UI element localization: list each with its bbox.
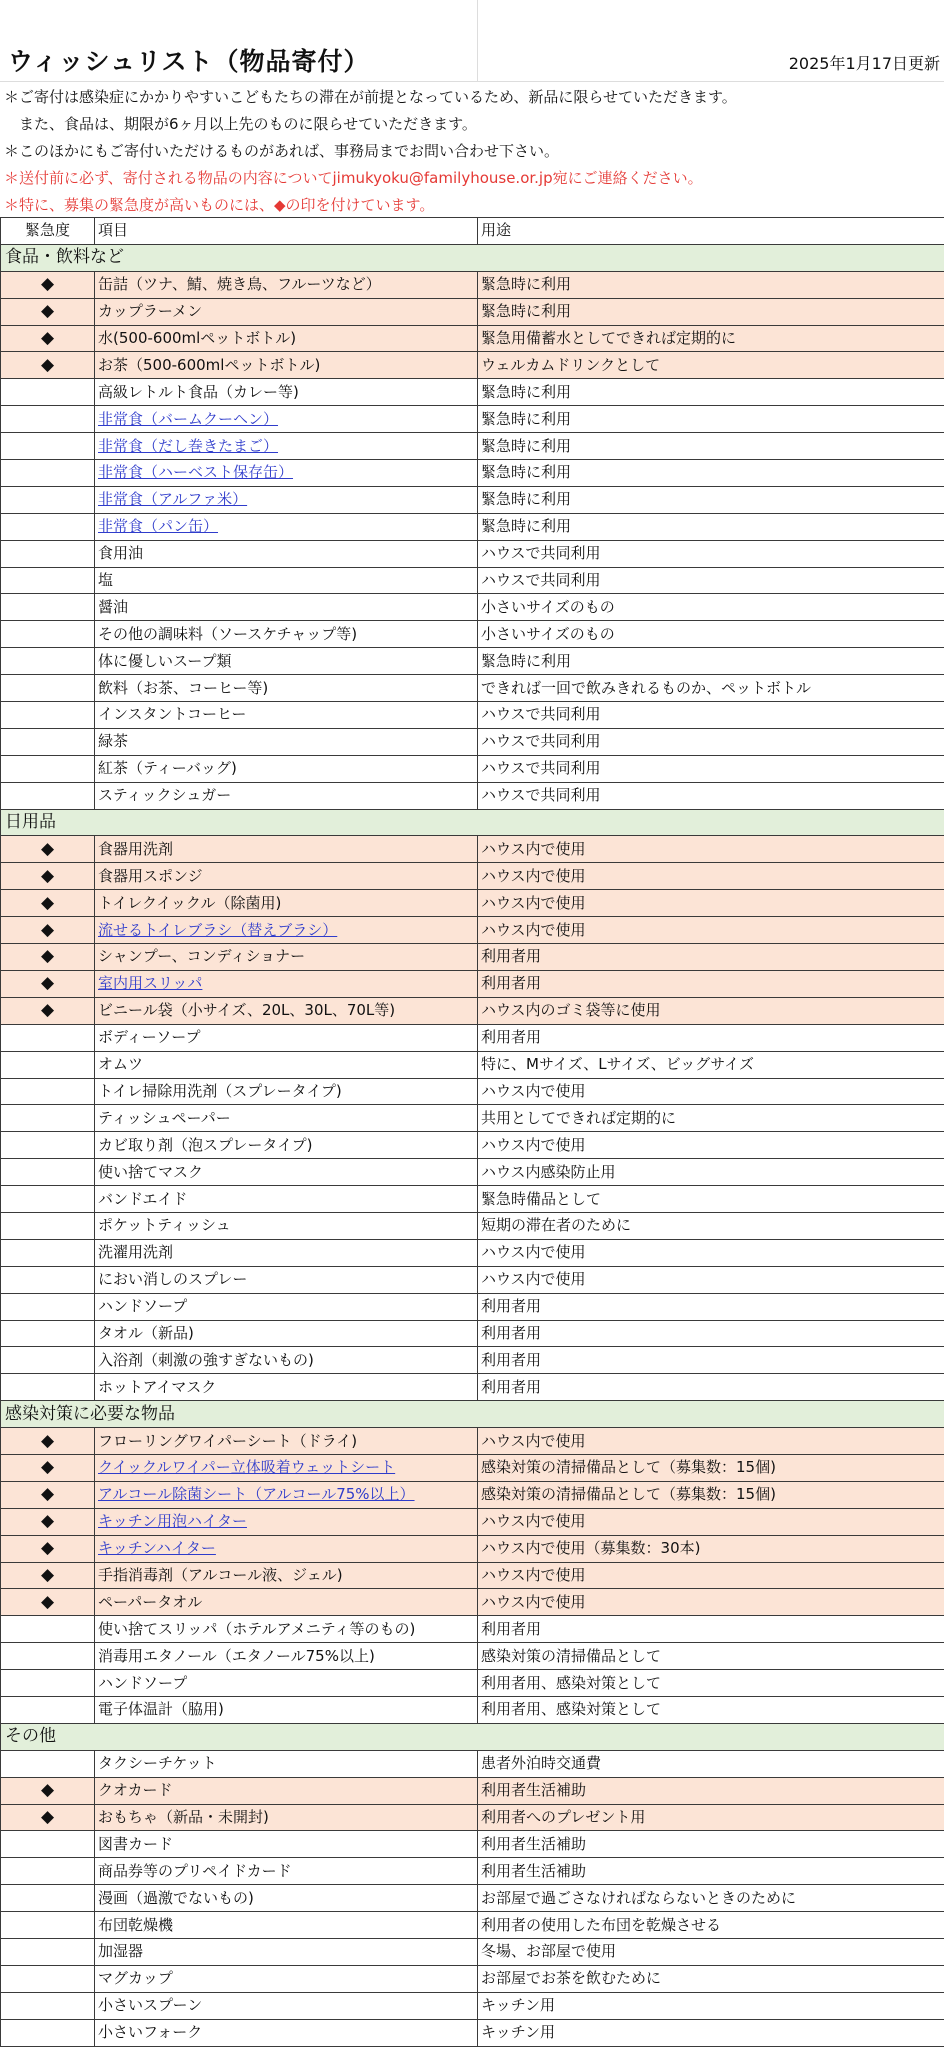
table-row (1, 2019, 944, 2046)
table-row (1, 298, 944, 325)
usage-cell: 緊急時に利用 (478, 648, 944, 675)
usage-cell: 利用者生活補助 (478, 1858, 944, 1885)
usage-cell: ハウス内のゴミ袋等に使用 (478, 997, 944, 1024)
item-cell: ハンドソープ (95, 1670, 478, 1697)
usage-cell: ハウス内で使用 (478, 1589, 944, 1616)
table-row (1, 1885, 944, 1912)
item-cell: 漫画（過激でないもの) (95, 1885, 478, 1912)
usage-cell: お部屋で過ごさなければならないときのために (478, 1885, 944, 1912)
item-cell: 消毒用エタノール（エタノール75%以上) (95, 1643, 478, 1670)
usage-cell: 利用者の使用した布団を乾燥させる (478, 1912, 944, 1939)
usage-cell: ハウス内で使用 (478, 1132, 944, 1159)
usage-cell: 感染対策の清掃備品として (478, 1643, 944, 1670)
usage-cell: 利用者生活補助 (478, 1777, 944, 1804)
urgency-cell (1, 1992, 95, 2019)
item-cell: 缶詰（ツナ、鯖、焼き鳥、フルーツなど） (95, 271, 478, 298)
table-row (1, 1024, 944, 1051)
table-row (1, 1454, 944, 1481)
urgency-cell (1, 1831, 95, 1858)
usage-cell: 緊急時に利用 (478, 406, 944, 433)
item-cell (95, 1535, 478, 1562)
urgency-mark: ◆ (1, 917, 95, 944)
sheet-header (0, 0, 944, 82)
table-row (1, 406, 944, 433)
table-row (1, 1320, 944, 1347)
urgency-cell (1, 1885, 95, 1912)
usage-cell: 利用者用 (478, 1293, 944, 1320)
table-row (1, 352, 944, 379)
item-cell: 食器用洗剤 (95, 836, 478, 863)
usage-cell: 利用者用 (478, 1347, 944, 1374)
urgency-cell (1, 1239, 95, 1266)
item-link[interactable]: 室内用スリッパ (98, 974, 202, 992)
item-link[interactable]: キッチンハイター (98, 1539, 216, 1557)
item-cell (95, 1481, 478, 1508)
item-cell: フローリングワイパーシート（ドライ) (95, 1428, 478, 1455)
usage-cell: ハウス内で使用 (478, 1266, 944, 1293)
table-row (1, 675, 944, 702)
urgency-mark: ◆ (1, 863, 95, 890)
table-row (1, 460, 944, 487)
urgency-cell (1, 1696, 95, 1723)
usage-cell: ハウスで共同利用 (478, 782, 944, 809)
urgency-cell (1, 1293, 95, 1320)
urgency-cell (1, 2019, 95, 2046)
item-link[interactable]: アルコール除菌シート（アルコール75%以上） (98, 1485, 415, 1503)
urgency-mark: ◆ (1, 298, 95, 325)
urgency-mark: ◆ (1, 1589, 95, 1616)
item-cell (95, 1508, 478, 1535)
urgency-cell (1, 728, 95, 755)
note-line: ＊このほかにもご寄付いただけるものがあれば、事務局までお問い合わせ下さい。 (0, 138, 944, 165)
urgency-cell (1, 1750, 95, 1777)
item-cell: ペーパータオル (95, 1589, 478, 1616)
page-title: ウィッシュリスト（物品寄付） (8, 42, 370, 78)
table-row (1, 863, 944, 890)
table-row (1, 1212, 944, 1239)
table-row (1, 621, 944, 648)
usage-cell: ハウス内で使用 (478, 1078, 944, 1105)
urgency-cell (1, 1939, 95, 1966)
usage-cell: ハウス内で使用 (478, 890, 944, 917)
urgency-cell (1, 433, 95, 460)
gridline (477, 0, 478, 81)
usage-cell: お部屋でお茶を飲むために (478, 1965, 944, 1992)
category-row (1, 1723, 944, 1750)
urgency-cell (1, 1858, 95, 1885)
category-name: その他 (1, 1723, 944, 1750)
item-cell: ホットアイマスク (95, 1374, 478, 1401)
urgency-cell (1, 1051, 95, 1078)
item-cell: 高級レトルト食品（カレー等) (95, 379, 478, 406)
category-name: 日用品 (1, 809, 944, 836)
usage-cell: 短期の滞在者のために (478, 1212, 944, 1239)
table-row (1, 1508, 944, 1535)
urgency-cell (1, 1965, 95, 1992)
urgency-cell (1, 675, 95, 702)
table-row (1, 1535, 944, 1562)
table-row (1, 702, 944, 729)
table-row (1, 917, 944, 944)
urgency-cell (1, 406, 95, 433)
note-line: ＊特に、募集の緊急度が高いものには、◆の印を付けています。 (0, 192, 944, 219)
urgency-cell (1, 782, 95, 809)
usage-cell: 緊急時に利用 (478, 433, 944, 460)
item-cell: 紅茶（ティーバッグ) (95, 755, 478, 782)
item-cell: ボディーソープ (95, 1024, 478, 1051)
urgency-cell (1, 1374, 95, 1401)
urgency-cell (1, 460, 95, 487)
item-cell: 醤油 (95, 594, 478, 621)
urgency-cell (1, 513, 95, 540)
urgency-mark: ◆ (1, 1481, 95, 1508)
table-row (1, 1696, 944, 1723)
usage-cell: 利用者用 (478, 1616, 944, 1643)
item-cell: トイレクイックル（除菌用) (95, 890, 478, 917)
item-cell: タクシーチケット (95, 1750, 478, 1777)
column-header-usage: 用途 (478, 218, 944, 245)
urgency-cell (1, 648, 95, 675)
item-cell (95, 486, 478, 513)
usage-cell: 利用者用、感染対策として (478, 1670, 944, 1697)
usage-cell: 利用者用 (478, 1024, 944, 1051)
usage-cell: 緊急時に利用 (478, 271, 944, 298)
item-cell: 加湿器 (95, 1939, 478, 1966)
item-cell: 商品券等のプリペイドカード (95, 1858, 478, 1885)
column-header-item: 項目 (95, 218, 478, 245)
usage-cell: 緊急時に利用 (478, 460, 944, 487)
urgency-mark: ◆ (1, 944, 95, 971)
item-cell: 使い捨てマスク (95, 1159, 478, 1186)
table-row (1, 1589, 944, 1616)
item-cell: におい消しのスプレー (95, 1266, 478, 1293)
table-row (1, 379, 944, 406)
table-row (1, 433, 944, 460)
urgency-cell (1, 1078, 95, 1105)
urgency-cell (1, 1266, 95, 1293)
table-row (1, 782, 944, 809)
item-link[interactable]: クイックルワイパー立体吸着ウェットシート (98, 1458, 395, 1476)
table-row (1, 1750, 944, 1777)
table-row (1, 325, 944, 352)
item-cell: マグカップ (95, 1965, 478, 1992)
usage-cell: 利用者生活補助 (478, 1831, 944, 1858)
table-row (1, 1643, 944, 1670)
urgency-mark: ◆ (1, 1454, 95, 1481)
usage-cell: ハウスで共同利用 (478, 728, 944, 755)
usage-cell: ハウス内感染防止用 (478, 1159, 944, 1186)
item-cell: お茶（500-600mlペットボトル) (95, 352, 478, 379)
item-cell: 小さいスプーン (95, 1992, 478, 2019)
item-cell: トイレ掃除用洗剤（スプレータイプ) (95, 1078, 478, 1105)
item-cell: 小さいフォーク (95, 2019, 478, 2046)
usage-cell: 利用者用、感染対策として (478, 1696, 944, 1723)
item-link[interactable]: 非常食（バームクーヘン） (98, 410, 278, 428)
table-row (1, 594, 944, 621)
usage-cell: 利用者用 (478, 944, 944, 971)
usage-cell: ハウスで共同利用 (478, 755, 944, 782)
item-cell (95, 1454, 478, 1481)
category-row (1, 244, 944, 271)
item-cell: 布団乾燥機 (95, 1912, 478, 1939)
usage-cell: 特に、Mサイズ、Lサイズ、ビッグサイズ (478, 1051, 944, 1078)
usage-cell: ウェルカムドリンクとして (478, 352, 944, 379)
item-cell: おもちゃ（新品・未開封) (95, 1804, 478, 1831)
table-row (1, 513, 944, 540)
usage-cell: 患者外泊時交通費 (478, 1750, 944, 1777)
table-row (1, 271, 944, 298)
item-cell: 体に優しいスープ類 (95, 648, 478, 675)
updated-date: 2025年1月17日更新 (789, 51, 940, 74)
urgency-mark: ◆ (1, 352, 95, 379)
table-row (1, 1831, 944, 1858)
usage-cell: ハウス内で使用 (478, 1428, 944, 1455)
usage-cell: 利用者用 (478, 970, 944, 997)
usage-cell: 緊急時備品として (478, 1186, 944, 1213)
usage-cell: ハウス内で使用 (478, 917, 944, 944)
urgency-cell (1, 1212, 95, 1239)
usage-cell: ハウス内で使用（募集数：30本) (478, 1535, 944, 1562)
table-row (1, 997, 944, 1024)
urgency-cell (1, 540, 95, 567)
urgency-cell (1, 621, 95, 648)
urgency-cell (1, 1670, 95, 1697)
usage-cell: 利用者用 (478, 1374, 944, 1401)
urgency-mark: ◆ (1, 271, 95, 298)
table-row (1, 755, 944, 782)
table-row (1, 1670, 944, 1697)
category-name: 感染対策に必要な物品 (1, 1401, 944, 1428)
table-row (1, 970, 944, 997)
usage-cell: ハウスで共同利用 (478, 702, 944, 729)
item-cell: カビ取り剤（泡スプレータイプ) (95, 1132, 478, 1159)
table-row (1, 1428, 944, 1455)
usage-cell: ハウス内で使用 (478, 1562, 944, 1589)
category-row (1, 809, 944, 836)
notes-section (0, 82, 944, 217)
table-row (1, 1562, 944, 1589)
urgency-cell (1, 1186, 95, 1213)
item-cell: クオカード (95, 1777, 478, 1804)
item-cell (95, 513, 478, 540)
urgency-cell (1, 379, 95, 406)
urgency-cell (1, 1320, 95, 1347)
note-line: また、食品は、期限が6ヶ月以上先のものに限らせていただきます。 (0, 111, 944, 138)
item-cell: オムツ (95, 1051, 478, 1078)
item-cell: 図書カード (95, 1831, 478, 1858)
table-row (1, 486, 944, 513)
usage-cell: 冬場、お部屋で使用 (478, 1939, 944, 1966)
item-link[interactable]: 流せるトイレブラシ（替えブラシ） (98, 921, 337, 939)
category-row (1, 1401, 944, 1428)
table-row (1, 890, 944, 917)
usage-cell: ハウスで共同利用 (478, 540, 944, 567)
wishlist-table (0, 217, 944, 2047)
urgency-cell (1, 1643, 95, 1670)
urgency-cell (1, 1132, 95, 1159)
item-cell: 塩 (95, 567, 478, 594)
item-cell: ポケットティッシュ (95, 1212, 478, 1239)
item-link[interactable]: 非常食（アルファ米） (98, 490, 247, 508)
column-header-urgency: 緊急度 (1, 218, 95, 245)
table-row (1, 1992, 944, 2019)
table-header-row (1, 218, 944, 245)
item-link[interactable]: 非常食（だし巻きたまご） (98, 437, 278, 455)
usage-cell: ハウス内で使用 (478, 1239, 944, 1266)
usage-cell: ハウスで共同利用 (478, 567, 944, 594)
item-cell (95, 433, 478, 460)
table-row (1, 1965, 944, 1992)
item-cell: 手指消毒剤（アルコール液、ジェル) (95, 1562, 478, 1589)
item-cell: ビニール袋（小サイズ、20L、30L、70L等) (95, 997, 478, 1024)
item-cell (95, 406, 478, 433)
item-cell (95, 917, 478, 944)
urgency-mark: ◆ (1, 1777, 95, 1804)
table-row (1, 1132, 944, 1159)
urgency-cell (1, 1912, 95, 1939)
item-link[interactable]: 非常食（ハーベスト保存缶） (98, 463, 293, 481)
usage-cell: ハウス内で使用 (478, 1508, 944, 1535)
item-cell: 飲料（お茶、コーヒー等) (95, 675, 478, 702)
usage-cell: 緊急時に利用 (478, 298, 944, 325)
item-cell: 緑茶 (95, 728, 478, 755)
usage-cell: キッチン用 (478, 2019, 944, 2046)
table-row (1, 944, 944, 971)
table-row (1, 1051, 944, 1078)
item-cell: 電子体温計（脇用) (95, 1696, 478, 1723)
table-row (1, 1481, 944, 1508)
table-row (1, 1078, 944, 1105)
urgency-cell (1, 1347, 95, 1374)
table-row (1, 1858, 944, 1885)
item-cell: 使い捨てスリッパ（ホテルアメニティ等のもの) (95, 1616, 478, 1643)
note-line: ＊送付前に必ず、寄付される物品の内容についてjimukyoku@familyhouse.or.jp宛にご連絡ください。 (0, 165, 944, 192)
table-row (1, 648, 944, 675)
table-row (1, 1912, 944, 1939)
category-name: 食品・飲料など (1, 244, 944, 271)
usage-cell: 利用者へのプレゼント用 (478, 1804, 944, 1831)
item-cell: インスタントコーヒー (95, 702, 478, 729)
urgency-cell (1, 594, 95, 621)
urgency-mark: ◆ (1, 836, 95, 863)
wishlist-table-body (1, 218, 944, 2047)
item-link[interactable]: 非常食（パン缶） (98, 517, 218, 535)
usage-cell: 緊急時に利用 (478, 379, 944, 406)
urgency-mark: ◆ (1, 1535, 95, 1562)
table-row (1, 1266, 944, 1293)
table-row (1, 1239, 944, 1266)
urgency-cell (1, 1616, 95, 1643)
item-cell: その他の調味料（ソースケチャップ等) (95, 621, 478, 648)
urgency-mark: ◆ (1, 970, 95, 997)
table-row (1, 1105, 944, 1132)
item-cell: シャンプー、コンディショナー (95, 944, 478, 971)
usage-cell: 感染対策の清掃備品として（募集数：15個) (478, 1481, 944, 1508)
urgency-cell (1, 1159, 95, 1186)
usage-cell: ハウス内で使用 (478, 863, 944, 890)
urgency-mark: ◆ (1, 325, 95, 352)
urgency-mark: ◆ (1, 890, 95, 917)
urgency-cell (1, 755, 95, 782)
usage-cell: キッチン用 (478, 1992, 944, 2019)
usage-cell: ハウス内で使用 (478, 836, 944, 863)
item-link[interactable]: キッチン用泡ハイター (98, 1512, 247, 1530)
urgency-mark: ◆ (1, 1804, 95, 1831)
table-row (1, 1939, 944, 1966)
table-row (1, 1293, 944, 1320)
item-cell: 入浴剤（刺激の強すぎないもの) (95, 1347, 478, 1374)
item-cell: バンドエイド (95, 1186, 478, 1213)
note-line: ＊ご寄付は感染症にかかりやすいこどもたちの滞在が前提となっているため、新品に限らせていただきます。 (0, 84, 944, 111)
item-cell: 食用油 (95, 540, 478, 567)
table-row (1, 1347, 944, 1374)
table-row (1, 1616, 944, 1643)
usage-cell: 小さいサイズのもの (478, 621, 944, 648)
item-cell (95, 460, 478, 487)
urgency-mark: ◆ (1, 997, 95, 1024)
table-row (1, 567, 944, 594)
table-row (1, 1186, 944, 1213)
table-row (1, 540, 944, 567)
usage-cell: 利用者用 (478, 1320, 944, 1347)
usage-cell: 緊急用備蓄水としてできれば定期的に (478, 325, 944, 352)
table-row (1, 1777, 944, 1804)
usage-cell: 緊急時に利用 (478, 513, 944, 540)
urgency-mark: ◆ (1, 1562, 95, 1589)
urgency-cell (1, 486, 95, 513)
usage-cell: 感染対策の清掃備品として（募集数：15個) (478, 1454, 944, 1481)
urgency-cell (1, 1105, 95, 1132)
item-cell: タオル（新品) (95, 1320, 478, 1347)
table-row (1, 728, 944, 755)
item-cell: 食器用スポンジ (95, 863, 478, 890)
usage-cell: 小さいサイズのもの (478, 594, 944, 621)
urgency-cell (1, 567, 95, 594)
item-cell: ハンドソープ (95, 1293, 478, 1320)
item-cell: 水(500-600mlペットボトル) (95, 325, 478, 352)
table-row (1, 1159, 944, 1186)
urgency-cell (1, 702, 95, 729)
urgency-mark: ◆ (1, 1508, 95, 1535)
usage-cell: 共用としてできれば定期的に (478, 1105, 944, 1132)
item-cell: スティックシュガー (95, 782, 478, 809)
urgency-cell (1, 1024, 95, 1051)
usage-cell: できれば一回で飲みきれるものか、ペットボトル (478, 675, 944, 702)
table-row (1, 836, 944, 863)
table-row (1, 1804, 944, 1831)
item-cell: カップラーメン (95, 298, 478, 325)
item-cell: 洗濯用洗剤 (95, 1239, 478, 1266)
usage-cell: 緊急時に利用 (478, 486, 944, 513)
item-cell (95, 970, 478, 997)
table-row (1, 1374, 944, 1401)
item-cell: ティッシュペーパー (95, 1105, 478, 1132)
urgency-mark: ◆ (1, 1428, 95, 1455)
